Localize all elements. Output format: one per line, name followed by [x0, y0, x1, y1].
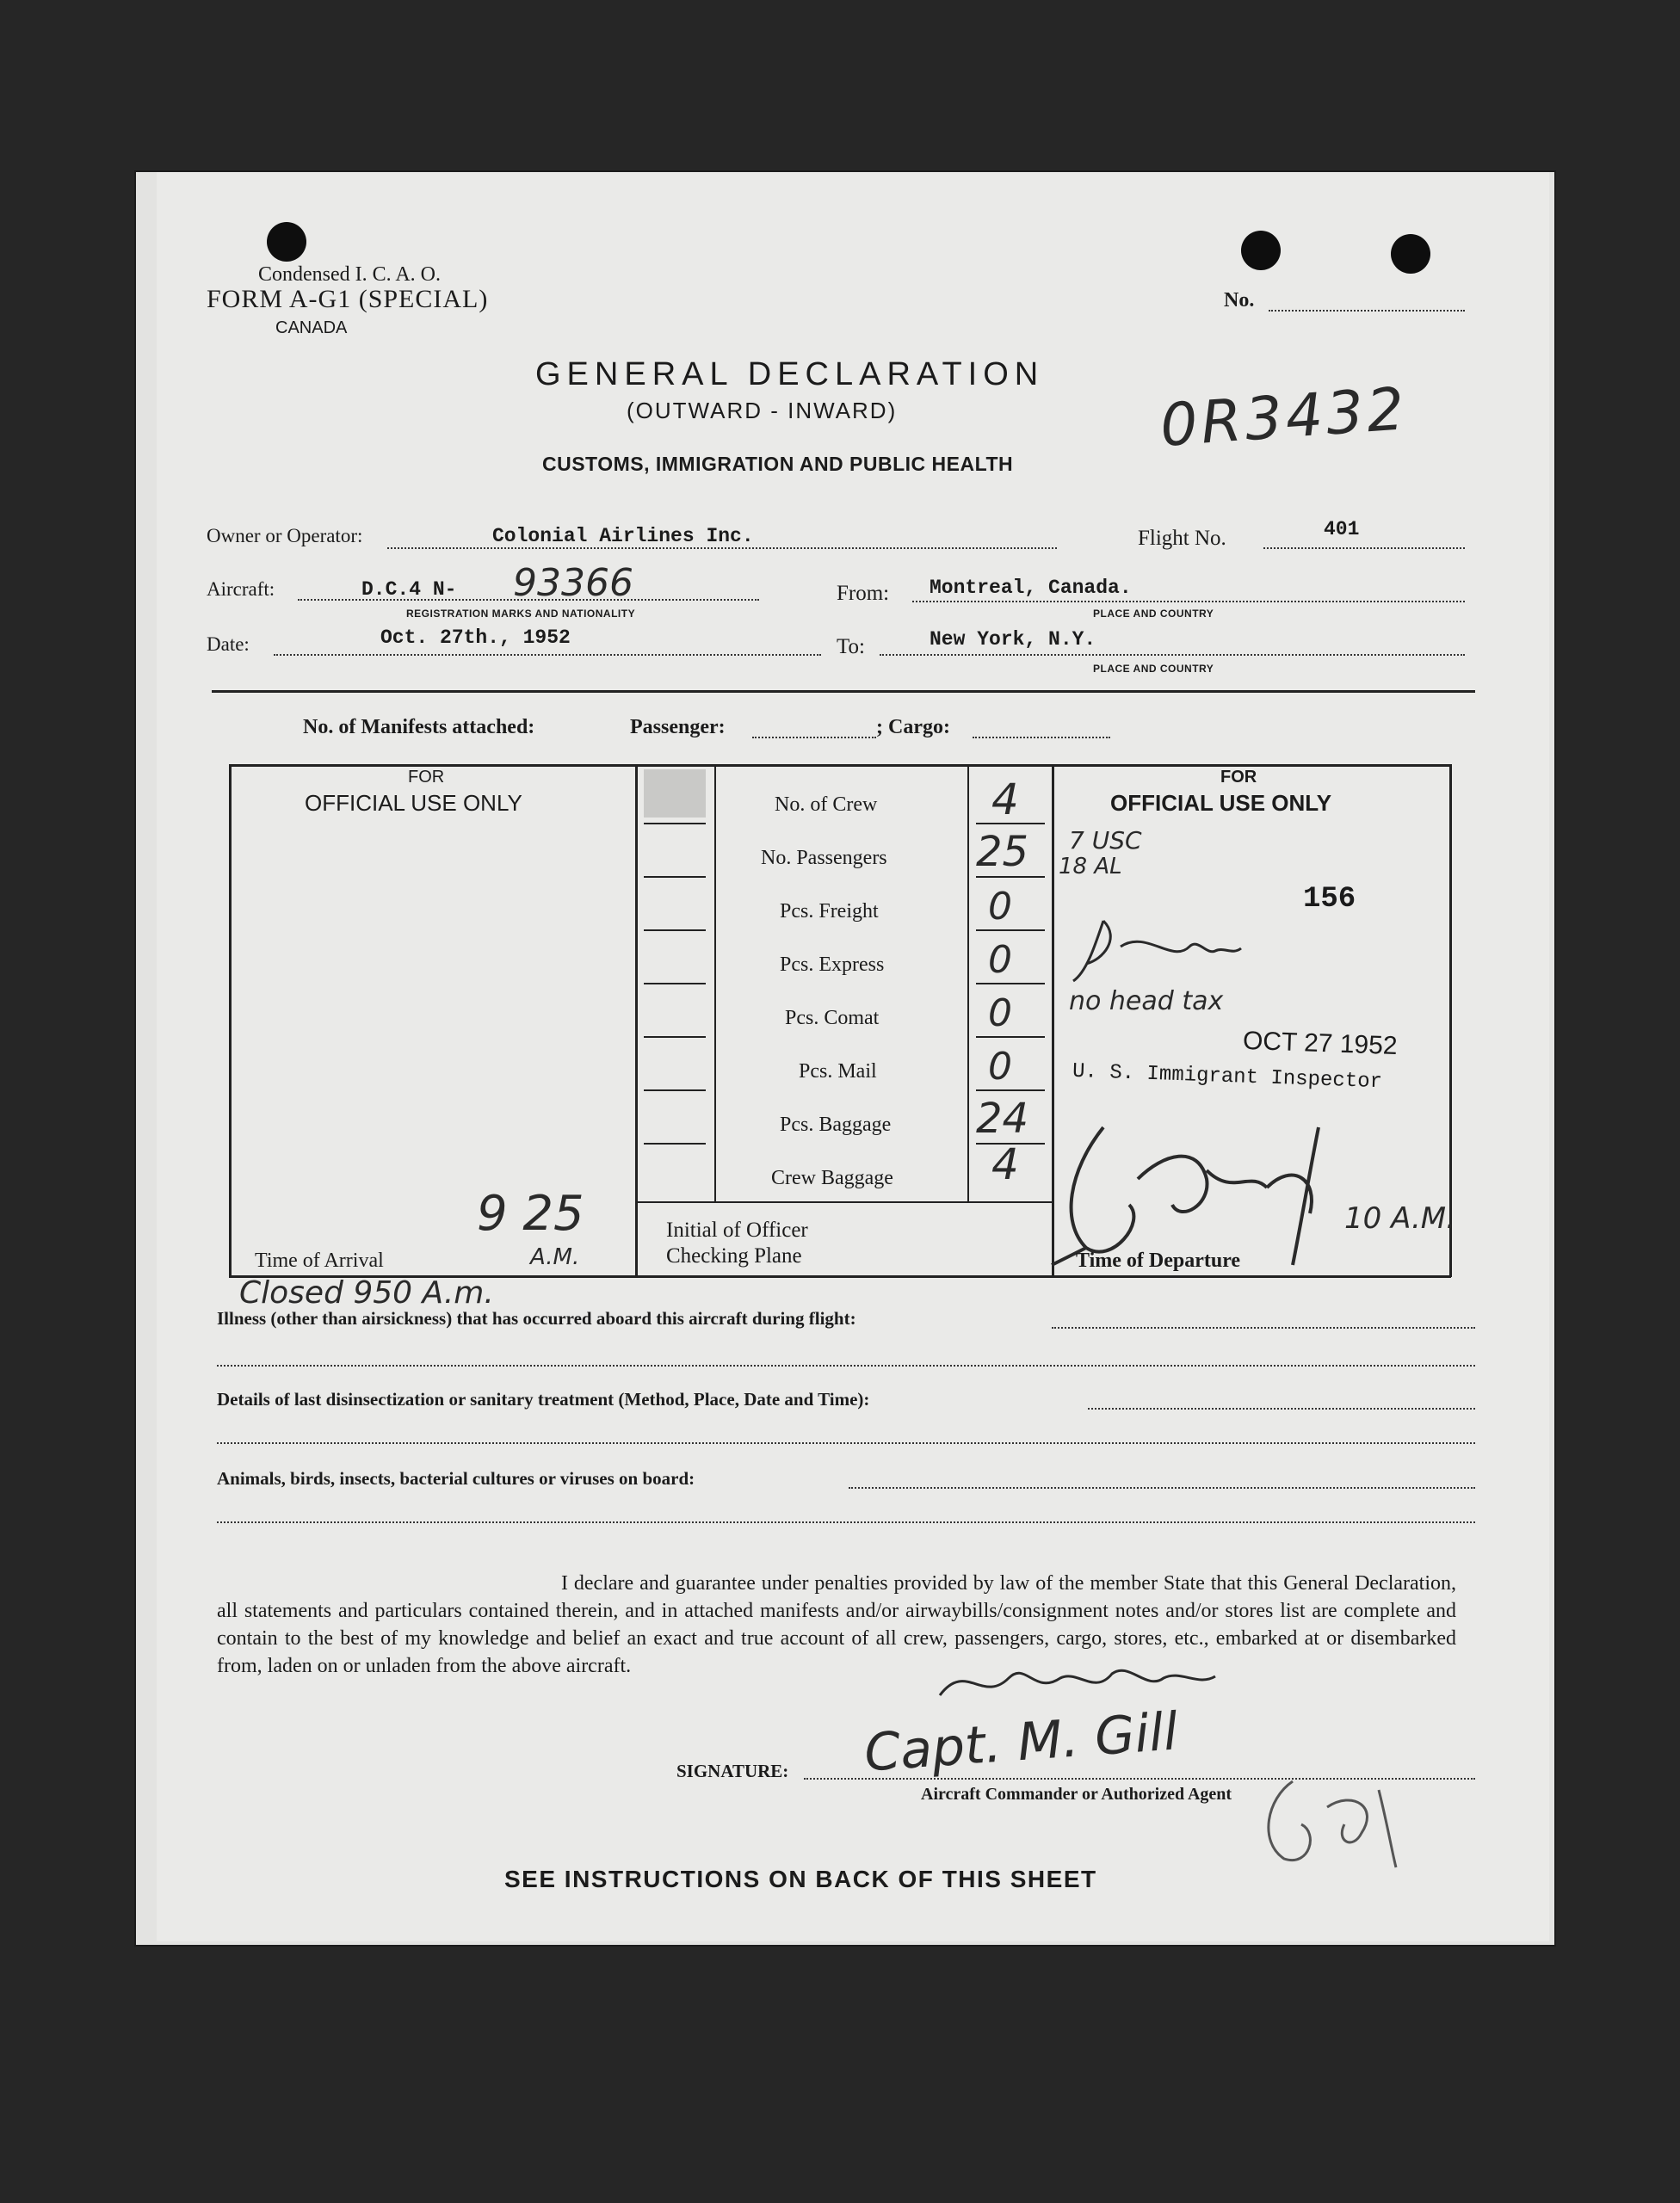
- form-id: FORM A-G1 (SPECIAL): [207, 285, 489, 313]
- row-label-crew: No. of Crew: [775, 793, 878, 816]
- flight-value: 401: [1324, 518, 1360, 540]
- from-caption: PLACE AND COUNTRY: [1093, 608, 1214, 620]
- arrival-ampm: A.M.: [530, 1244, 580, 1270]
- row-value-crew-baggage: 4: [991, 1139, 1019, 1189]
- tick-row-line: [644, 1089, 706, 1091]
- right-note-usc: 7 USC: [1069, 826, 1142, 855]
- value-row-line: [976, 929, 1045, 931]
- row-label-passengers: No. Passengers: [761, 847, 887, 869]
- signature-value: Capt. M. Gill: [862, 1701, 1180, 1784]
- document-sheet: [136, 172, 1554, 1945]
- right-note-al: 18 AL: [1059, 854, 1122, 879]
- row-label-comat: Pcs. Comat: [785, 1007, 880, 1029]
- initial-officer-label: Initial of Officer: [666, 1219, 808, 1242]
- illness-line-2: [217, 1365, 1475, 1367]
- row-value-comat: 0: [988, 991, 1012, 1035]
- to-line: [880, 654, 1465, 656]
- row-value-baggage: 24: [976, 1095, 1029, 1143]
- value-row-line: [976, 1089, 1045, 1091]
- tick-row-line: [644, 1036, 706, 1038]
- punch-hole-1: [267, 222, 306, 262]
- table-left-border: [229, 764, 232, 1275]
- tick-row-line: [644, 929, 706, 931]
- condensed-label: Condensed I. C. A. O.: [258, 263, 441, 286]
- from-value: Montreal, Canada.: [930, 577, 1132, 599]
- value-row-line: [976, 876, 1045, 878]
- date-value: Oct. 27th., 1952: [380, 626, 571, 649]
- owner-line: [387, 547, 1057, 549]
- animals-line-1: [849, 1487, 1475, 1489]
- page-subtitle-2: CUSTOMS, IMMIGRATION AND PUBLIC HEALTH: [542, 453, 1014, 475]
- table-right-border: [1449, 764, 1452, 1277]
- disinsect-question: Details of last disinsectization or sanitary treatment (Method, Place, Date and Time):: [217, 1389, 870, 1410]
- manifests-label: No. of Manifests attached:: [303, 716, 535, 738]
- row-label-crew-baggage: Crew Baggage: [771, 1167, 893, 1189]
- right-number: 156: [1303, 883, 1356, 916]
- row-label-baggage: Pcs. Baggage: [780, 1114, 892, 1136]
- flight-label: Flight No.: [1138, 527, 1226, 550]
- signature-caption: Aircraft Commander or Authorized Agent: [921, 1785, 1232, 1804]
- tick-row-line: [644, 823, 706, 824]
- value-row-line: [976, 983, 1045, 984]
- declaration-text: I declare and guarantee under penalties provided by law of the member State that this General Declaration, all statements and particulars contained therein, and in attached manifests and/or airwaybills/consignment notes and/or stores list are complete and contain to the best of my knowledge and belief an exact and true account of all crew, passengers, cargo, stores, etc., embarked at or disembarked from, laden on or unladen from the above aircraft.: [217, 1572, 1456, 1677]
- table-col-1: [635, 764, 638, 1277]
- registration-caption: REGISTRATION MARKS AND NATIONALITY: [406, 608, 636, 620]
- punch-hole-2: [1241, 231, 1281, 270]
- row-label-freight: Pcs. Freight: [780, 900, 879, 923]
- to-value: New York, N.Y.: [930, 628, 1096, 651]
- animals-line-2: [217, 1521, 1475, 1523]
- shaded-strip: [644, 769, 706, 818]
- row-value-passengers: 25: [976, 828, 1029, 876]
- cargo-label: ; Cargo:: [876, 716, 950, 738]
- passenger-label: Passenger:: [630, 716, 726, 738]
- arrival-label: Time of Arrival: [255, 1250, 384, 1272]
- arrival-value: 9 25: [477, 1186, 584, 1242]
- paragraph-scribble: [931, 1644, 1241, 1712]
- table-inner-bottom: [635, 1201, 1053, 1203]
- stamp-number: 0R3432: [1158, 375, 1410, 460]
- table-top-border: [229, 764, 1451, 767]
- tick-row-line: [644, 1143, 706, 1145]
- table-col-3: [967, 764, 969, 1201]
- date-label: Date:: [207, 633, 250, 655]
- right-note-headtax: no head tax: [1069, 986, 1224, 1016]
- tick-row-line: [644, 983, 706, 984]
- page-title: GENERAL DECLARATION: [535, 356, 1045, 392]
- from-label: From:: [837, 582, 890, 605]
- aircraft-value: D.C.4 N-: [361, 578, 457, 601]
- checking-plane-label: Checking Plane: [666, 1244, 802, 1268]
- closed-note: Closed 950 A.m.: [239, 1275, 494, 1311]
- date-stamp: OCT 27 1952: [1242, 1026, 1399, 1061]
- row-label-mail: Pcs. Mail: [799, 1060, 877, 1083]
- illness-question: Illness (other than airsickness) that has occurred aboard this aircraft during flight:: [217, 1308, 856, 1329]
- separator-line: [212, 690, 1475, 693]
- inspector-stamp: U. S. Immigrant Inspector: [1072, 1059, 1383, 1095]
- row-label-express: Pcs. Express: [780, 953, 885, 976]
- paper: [157, 172, 1549, 1941]
- to-label: To:: [837, 635, 865, 658]
- departure-value: 10 A.M.: [1344, 1201, 1455, 1236]
- disinsect-line-1: [1088, 1408, 1475, 1410]
- footer-instructions: SEE INSTRUCTIONS ON BACK OF THIS SHEET: [504, 1866, 1097, 1892]
- form-number-line: [1269, 310, 1465, 312]
- row-value-express: 0: [988, 938, 1012, 982]
- row-value-freight: 0: [988, 885, 1012, 929]
- punch-hole-3: [1391, 234, 1430, 274]
- right-official-label: OFFICIAL USE ONLY: [1110, 790, 1332, 816]
- departure-label: Time of Departure: [1076, 1250, 1241, 1272]
- tick-row-line: [644, 876, 706, 878]
- signature-label: SIGNATURE:: [676, 1761, 789, 1781]
- table-col-2: [714, 764, 716, 1201]
- left-official-label: OFFICIAL USE ONLY: [305, 790, 522, 816]
- animals-question: Animals, birds, insects, bacterial cultures or viruses on board:: [217, 1468, 695, 1489]
- country-label: CANADA: [275, 318, 348, 337]
- aircraft-label: Aircraft:: [207, 578, 275, 600]
- date-line: [274, 654, 821, 656]
- value-row-line: [976, 1036, 1045, 1038]
- flight-line: [1263, 547, 1465, 549]
- cargo-line: [973, 737, 1110, 738]
- left-for-label: FOR: [408, 768, 445, 787]
- disinsect-line-2: [217, 1442, 1475, 1444]
- owner-label: Owner or Operator:: [207, 525, 363, 546]
- officer-initial-signature: [1069, 912, 1284, 998]
- right-for-label: FOR: [1220, 768, 1257, 787]
- page-subtitle: (OUTWARD - INWARD): [627, 398, 898, 423]
- owner-value: Colonial Airlines Inc.: [492, 525, 754, 547]
- initials-scribble: [1241, 1773, 1430, 1876]
- illness-line-1: [1052, 1327, 1475, 1329]
- from-line: [912, 601, 1465, 602]
- to-caption: PLACE AND COUNTRY: [1093, 663, 1214, 675]
- aircraft-handwritten: 93366: [513, 561, 633, 605]
- row-value-crew: 4: [991, 774, 1019, 824]
- row-value-mail: 0: [988, 1045, 1012, 1089]
- form-number-label: No.: [1224, 289, 1255, 312]
- passenger-line: [752, 737, 876, 738]
